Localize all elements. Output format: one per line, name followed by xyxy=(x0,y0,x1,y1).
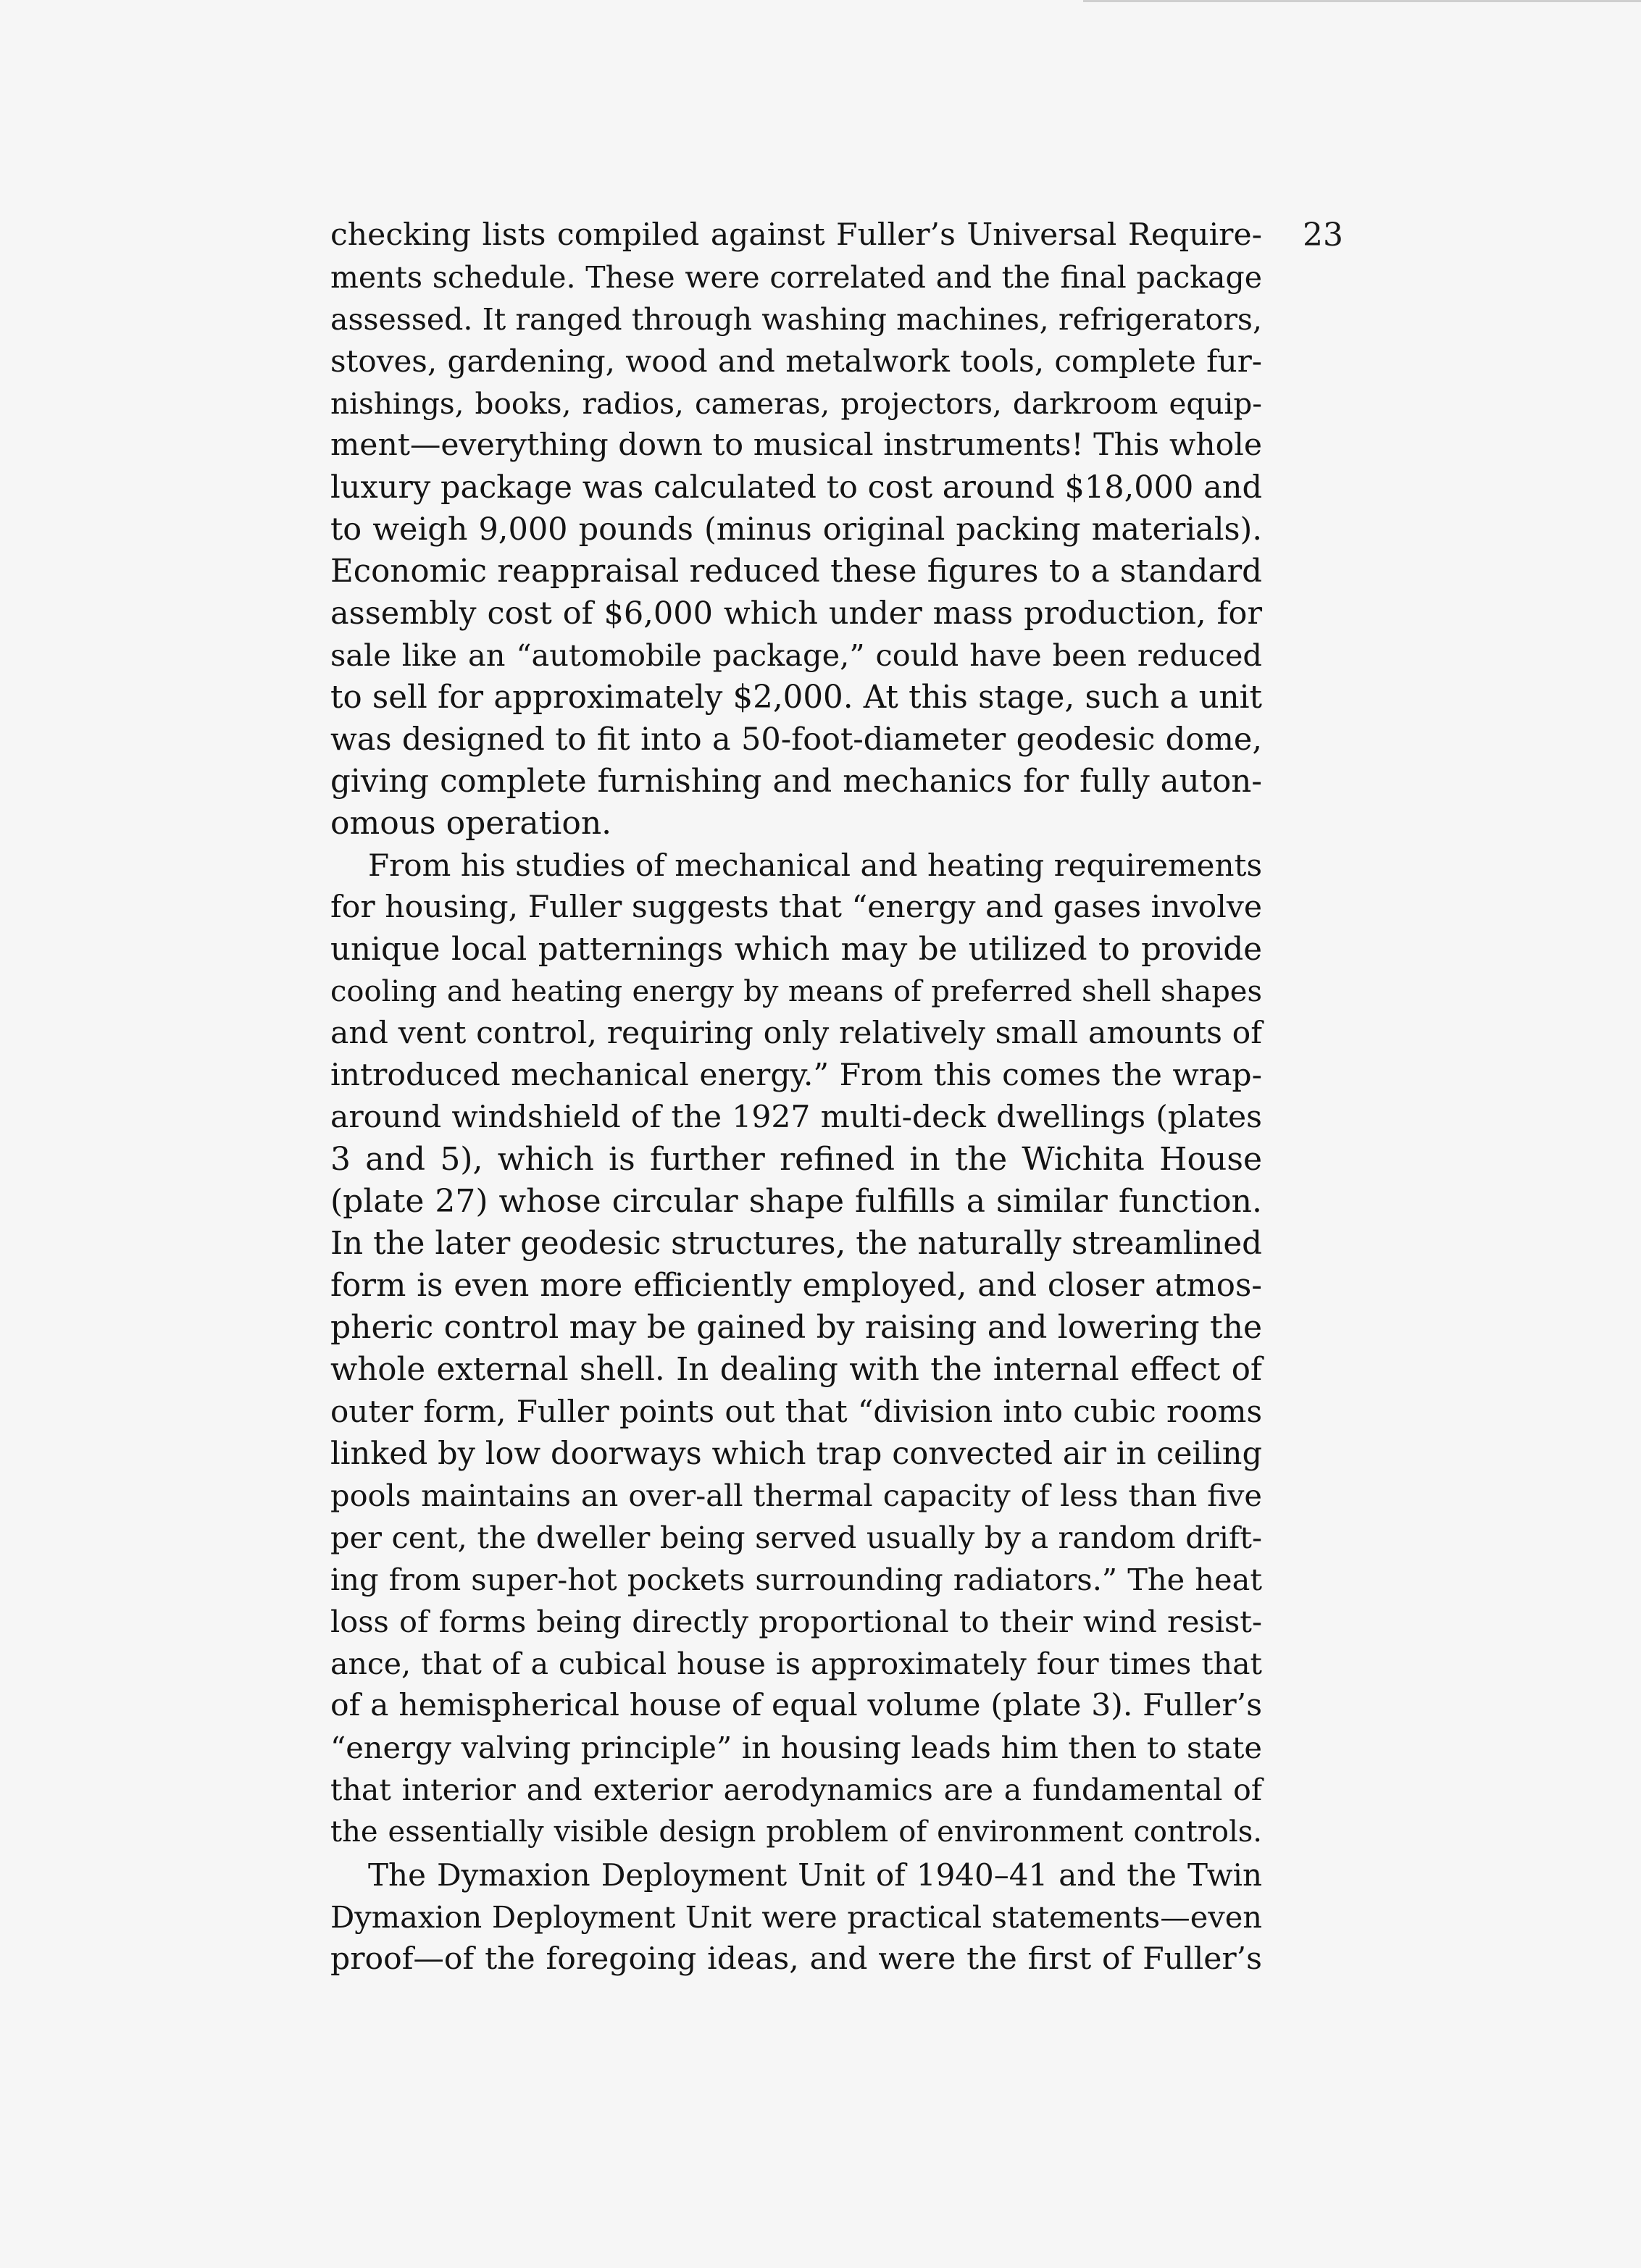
text-line: (plate 27) whose circular shape fulfills a similar function. xyxy=(330,1183,1262,1220)
text-line: “energy valving principle” in housing leads him then to state xyxy=(330,1730,1262,1765)
text-line: checking lists compiled against Fuller’s Universal Require- xyxy=(330,217,1262,253)
text-line: ance, that of a cubical house is approximately four times that xyxy=(330,1646,1262,1681)
text-line: outer form, Fuller points out that “division into cubic rooms xyxy=(330,1394,1262,1429)
text-line: omous operation. xyxy=(330,805,612,842)
text-line: the essentially visible design problem of environment controls. xyxy=(330,1815,1262,1849)
text-line: pools maintains an over-all thermal capacity of less than five xyxy=(330,1478,1262,1513)
text-line: giving complete furnishing and mechanics for fully auton- xyxy=(330,763,1262,800)
text-line: Dymaxion Deployment Unit were practical statements—even xyxy=(330,1899,1262,1935)
page-number: 23 xyxy=(1303,217,1343,254)
text-line: loss of forms being directly proportional to their wind resist- xyxy=(330,1604,1262,1639)
text-line: proof—of the foregoing ideas, and were the first of Fuller’s xyxy=(330,1941,1262,1977)
text-line: whole external shell. In dealing with the internal effect of xyxy=(330,1352,1262,1388)
text-line: The Dymaxion Deployment Unit of 1940–41 and the Twin xyxy=(368,1857,1262,1893)
paragraph-2 xyxy=(330,845,1262,1853)
text-line: ments schedule. These were correlated and the final package xyxy=(330,260,1262,295)
text-line: for housing, Fuller suggests that “energy and gases involve xyxy=(330,890,1262,925)
text-line: stoves, gardening, wood and metalwork tools, complete fur- xyxy=(330,343,1262,379)
paragraph-3 xyxy=(330,1854,1262,1980)
text-line: pheric control may be gained by raising and lowering the xyxy=(330,1309,1262,1346)
text-line: of a hemispherical house of equal volume (plate 3). Fuller’s xyxy=(330,1688,1262,1723)
text-line: cooling and heating energy by means of preferred shell shapes xyxy=(330,975,1262,1008)
text-line: introduced mechanical energy.” From this comes the wrap- xyxy=(330,1058,1262,1093)
text-line: assessed. It ranged through washing machines, refrigerators, xyxy=(330,302,1262,337)
text-line: sale like an “automobile package,” could have been reduced xyxy=(330,637,1262,673)
text-line: that interior and exterior aerodynamics are a fundamental of xyxy=(330,1773,1262,1807)
text-line: From his studies of mechanical and heating requirements xyxy=(368,848,1262,883)
text-line: to sell for approximately $2,000. At this stage, such a unit xyxy=(330,679,1262,716)
text-line: Economic reappraisal reduced these figures to a standard xyxy=(330,553,1262,590)
paragraph-1 xyxy=(330,214,1262,845)
text-line: ment—everything down to musical instruments! This whole xyxy=(330,427,1262,463)
text-line: ing from super-hot pockets surrounding radiators.” The heat xyxy=(330,1562,1262,1597)
text-line: luxury package was calculated to cost around $18,000 and xyxy=(330,469,1262,506)
text-line: to weigh 9,000 pounds (minus original packing materials). xyxy=(330,511,1262,548)
text-line: In the later geodesic structures, the naturally streamlined xyxy=(330,1226,1262,1262)
text-line: and vent control, requiring only relatively small amounts of xyxy=(330,1016,1262,1051)
body-text xyxy=(330,214,1262,1980)
text-line: form is even more efficiently employed, and closer atmos- xyxy=(330,1268,1262,1304)
text-line: assembly cost of $6,000 which under mass production, for xyxy=(330,595,1262,632)
text-line: per cent, the dweller being served usually by a random drift- xyxy=(330,1520,1262,1555)
text-line: unique local patternings which may be utilized to provide xyxy=(330,932,1262,968)
text-line: 3 and 5), which is further refined in the Wichita House xyxy=(330,1141,1262,1178)
text-line: nishings, books, radios, cameras, projectors, darkroom equip- xyxy=(330,386,1262,421)
text-line: linked by low doorways which trap convected air in ceiling xyxy=(330,1436,1262,1472)
text-line: was designed to fit into a 50-foot-diameter geodesic dome, xyxy=(330,721,1262,758)
top-edge-rule xyxy=(1083,0,1641,2)
text-line: around windshield of the 1927 multi-deck dwellings (plates xyxy=(330,1100,1262,1135)
